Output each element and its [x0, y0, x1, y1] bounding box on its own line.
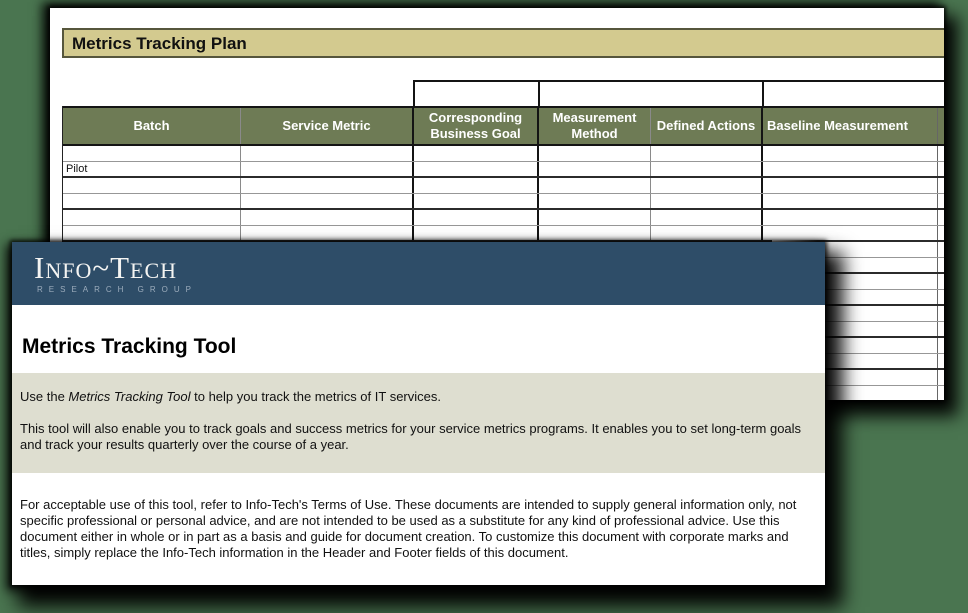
column-header: Defined Actions [651, 108, 763, 144]
table-cell [938, 162, 944, 176]
table-cell: Pilot [63, 162, 241, 176]
table-cell [938, 146, 944, 161]
table-cell [241, 226, 414, 240]
table-cell [763, 162, 938, 176]
table-cell [241, 146, 414, 161]
table-cell [414, 226, 539, 240]
intro-paragraph-2: This tool will also enable you to track goals and success metrics for your service metrics programs. It enables you to set long-term goals and track your results quarterly over the course of a year. [20, 421, 802, 452]
table-cell [938, 322, 944, 336]
column-header: Batch [63, 108, 241, 144]
table-cell [651, 194, 763, 208]
sheet-title: Metrics Tracking Plan [62, 28, 944, 58]
doc-title: Metrics Tracking Tool [22, 335, 237, 358]
merged-empty-cell [762, 80, 944, 108]
table-cell [938, 194, 944, 208]
table-cell [651, 162, 763, 176]
table-cell [938, 274, 944, 289]
column-header: Measurement Method [539, 108, 651, 144]
terms-paragraph: For acceptable use of this tool, refer to Info-Tech's Terms of Use. These documents are intended to supply general information only, not specific professional or personal advice, and are not intended to be used as a substitute for any kind of professional advice. Use this document either in whole or in part as a basis and guide for document creation. To customize this document with corporate marks and titles, simply replace the Info-Tech information in the Header and Footer fields of this document. [20, 497, 797, 560]
table-cell [763, 210, 938, 225]
table-cell [539, 226, 651, 240]
table-row [63, 162, 944, 178]
table-row [63, 210, 944, 226]
table-cell [938, 306, 944, 321]
table-cell [414, 210, 539, 225]
table-cell [938, 338, 944, 353]
table-cell [539, 162, 651, 176]
table-cell [763, 146, 938, 161]
merged-empty-cell [538, 80, 764, 108]
infotech-logo: Info~Tech [34, 250, 178, 285]
doc-header-banner [12, 242, 825, 305]
table-cell [938, 354, 944, 368]
table-cell [241, 194, 414, 208]
intro-paragraph-1 [20, 389, 817, 405]
table-cell [938, 210, 944, 225]
table-cell [539, 146, 651, 161]
column-header: Service Metric [241, 108, 414, 144]
table-row [63, 178, 944, 194]
intro-p1-prefix: Use the [20, 389, 69, 404]
table-cell [651, 146, 763, 161]
table-cell [651, 226, 763, 240]
table-cell [241, 162, 414, 176]
table-cell [63, 194, 241, 208]
table-cell [651, 210, 763, 225]
table-cell [938, 178, 944, 193]
cover-document [12, 242, 825, 585]
table-cell [938, 226, 944, 240]
table-cell [63, 146, 241, 161]
intro-p1-tool-name: Metrics Tracking Tool [68, 389, 191, 404]
table-cell [63, 226, 241, 240]
column-header: Baseline Measurement [763, 108, 938, 144]
table-cell [414, 178, 539, 193]
table-cell [414, 162, 539, 176]
table-header-row [63, 106, 944, 146]
table-row [63, 194, 944, 210]
table-cell [414, 146, 539, 161]
table-cell [63, 210, 241, 225]
table-cell [763, 194, 938, 208]
table-cell [414, 194, 539, 208]
table-cell [241, 178, 414, 193]
table-row [63, 146, 944, 162]
column-header [938, 108, 944, 144]
merged-empty-cell [413, 80, 540, 108]
table-cell [938, 290, 944, 304]
table-cell [539, 210, 651, 225]
table-cell [938, 258, 944, 272]
column-header: Corresponding Business Goal [414, 108, 539, 144]
table-cell [63, 178, 241, 193]
infotech-logo-subtitle: RESEARCH GROUP [37, 285, 198, 294]
intro-p1-suffix: to help you track the metrics of IT services. [190, 389, 441, 404]
intro-box [12, 373, 825, 473]
table-cell [938, 242, 944, 257]
table-cell [938, 386, 944, 400]
table-cell [938, 370, 944, 385]
table-cell [651, 178, 763, 193]
table-cell [539, 178, 651, 193]
table-cell [539, 194, 651, 208]
table-cell [763, 178, 938, 193]
table-cell [241, 210, 414, 225]
